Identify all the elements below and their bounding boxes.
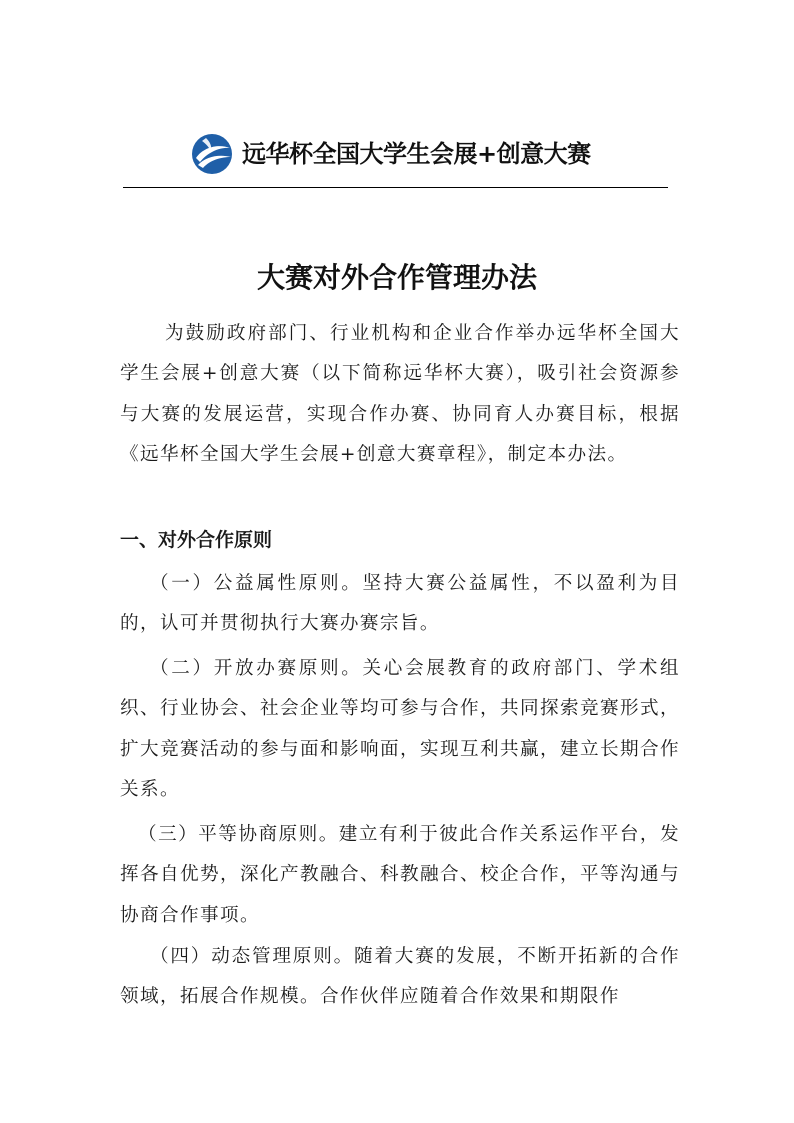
principle-paragraph: （二）开放办赛原则。关心会展教育的政府部门、学术组织、行业协会、社会企业等均可参与合作，共同探索竞赛形式，扩大竞赛活动的参与面和影响面，实现互利共赢，建立长期合作关系。 (120, 658, 680, 801)
swoosh-logo-icon (190, 132, 234, 176)
document-title: 大赛对外合作管理办法 (256, 260, 537, 294)
principle-paragraph: （四）动态管理原则。随着大赛的发展，不断开拓新的合作领域，拓展合作规模。合作伙伴应随着合作效果和期限作 (120, 946, 680, 1008)
document-header (0, 132, 794, 176)
principle-paragraph: （三）平等协商原则。建立有利于彼此合作关系运作平台，发挥各自优势，深化产教融合、科教融合、校企合作，平等沟通与协商合作事项。 (120, 824, 680, 926)
header-title: 远华杯全国大学生会展+创意大赛 (242, 140, 591, 168)
section-heading: 一、对外合作原则 (120, 529, 273, 551)
intro-paragraph: 为鼓励政府部门、行业机构和企业合作举办远华杯全国大学生会展+创意大赛（以下简称远华杯大赛），吸引社会资源参与大赛的发展运营，实现合作办赛、协同育人办赛目标，根据《远华杯全国大学生会展+创意大赛章程》，制定本办法。 (120, 323, 680, 466)
header-divider (123, 187, 668, 188)
principle-paragraph: （一）公益属性原则。坚持大赛公益属性，不以盈利为目的，认可并贯彻执行大赛办赛宗旨。 (120, 573, 680, 635)
